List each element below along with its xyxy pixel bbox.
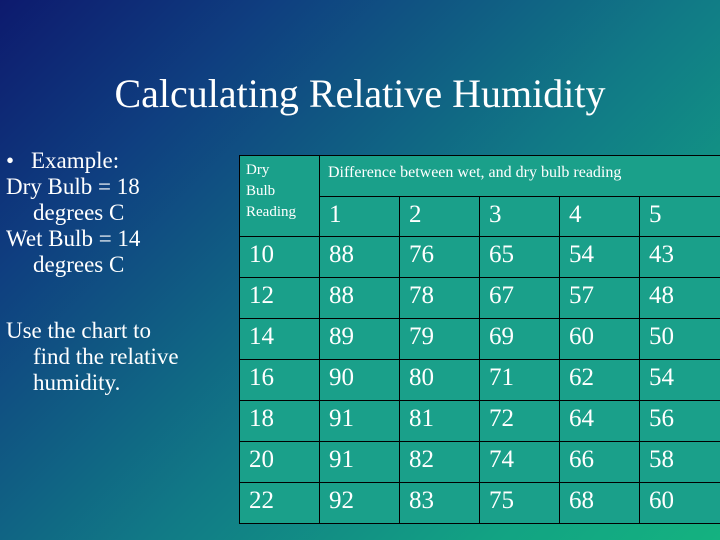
humidity-value: 48 [640, 278, 720, 318]
humidity-value: 60 [640, 483, 720, 523]
humidity-value: 64 [560, 401, 639, 441]
dry-bulb-value: 22 [240, 483, 319, 523]
corner-header-line: Dry [246, 162, 270, 178]
humidity-value: 71 [480, 360, 559, 400]
humidity-value: 89 [320, 319, 399, 359]
difference-value: 4 [560, 197, 639, 236]
dry-bulb-value: 18 [240, 401, 319, 441]
wet-bulb-line: Wet Bulb = 14 [6, 226, 141, 251]
dry-bulb-value: 12 [240, 278, 319, 318]
humidity-value: 50 [640, 319, 720, 359]
humidity-value: 83 [400, 483, 479, 523]
humidity-value: 92 [320, 483, 399, 523]
humidity-value: 88 [320, 237, 399, 277]
humidity-value: 82 [400, 442, 479, 482]
humidity-value: 60 [560, 319, 639, 359]
humidity-value: 88 [320, 278, 399, 318]
humidity-value: 75 [480, 483, 559, 523]
dry-bulb-value: 20 [240, 442, 319, 482]
corner-header-line: Reading [246, 204, 296, 220]
humidity-value: 69 [480, 319, 559, 359]
humidity-value: 62 [560, 360, 639, 400]
dry-bulb-value: 14 [240, 319, 319, 359]
difference-value: 1 [320, 197, 399, 236]
humidity-value: 78 [400, 278, 479, 318]
instruction-line-1: Use the chart to [6, 318, 151, 343]
humidity-value: 76 [400, 237, 479, 277]
relative-humidity-table [239, 155, 720, 524]
corner-header-line: Bulb [246, 183, 276, 199]
wet-bulb-unit: degrees C [33, 252, 125, 277]
humidity-value: 90 [320, 360, 399, 400]
humidity-value: 58 [640, 442, 720, 482]
humidity-value: 91 [320, 442, 399, 482]
slide-title: Calculating Relative Humidity [114, 71, 606, 116]
example-heading-line [6, 148, 231, 174]
dry-bulb-value: 10 [240, 237, 319, 277]
instruction-line-3: humidity. [33, 370, 121, 395]
bullet-icon: • [6, 148, 15, 173]
humidity-value: 57 [560, 278, 639, 318]
humidity-value: 67 [480, 278, 559, 318]
humidity-value: 66 [560, 442, 639, 482]
difference-value: 5 [640, 197, 720, 236]
humidity-value: 81 [400, 401, 479, 441]
humidity-value: 91 [320, 401, 399, 441]
humidity-value: 80 [400, 360, 479, 400]
humidity-value: 54 [640, 360, 720, 400]
dry-bulb-value: 16 [240, 360, 319, 400]
humidity-value: 54 [560, 237, 639, 277]
dry-bulb-reading-header [240, 156, 319, 236]
humidity-value: 43 [640, 237, 720, 277]
humidity-value: 74 [480, 442, 559, 482]
humidity-value: 56 [640, 401, 720, 441]
dry-bulb-line: Dry Bulb = 18 [6, 174, 140, 199]
difference-value: 2 [400, 197, 479, 236]
humidity-value: 72 [480, 401, 559, 441]
humidity-value: 79 [400, 319, 479, 359]
difference-header: Difference between wet, and dry bulb reading [320, 156, 720, 196]
humidity-value: 65 [480, 237, 559, 277]
humidity-value: 68 [560, 483, 639, 523]
example-heading: Example: [31, 148, 120, 173]
dry-bulb-unit: degrees C [33, 200, 125, 225]
difference-value: 3 [480, 197, 559, 236]
instruction-line-2: find the relative [33, 344, 179, 369]
example-text-block [6, 148, 231, 396]
